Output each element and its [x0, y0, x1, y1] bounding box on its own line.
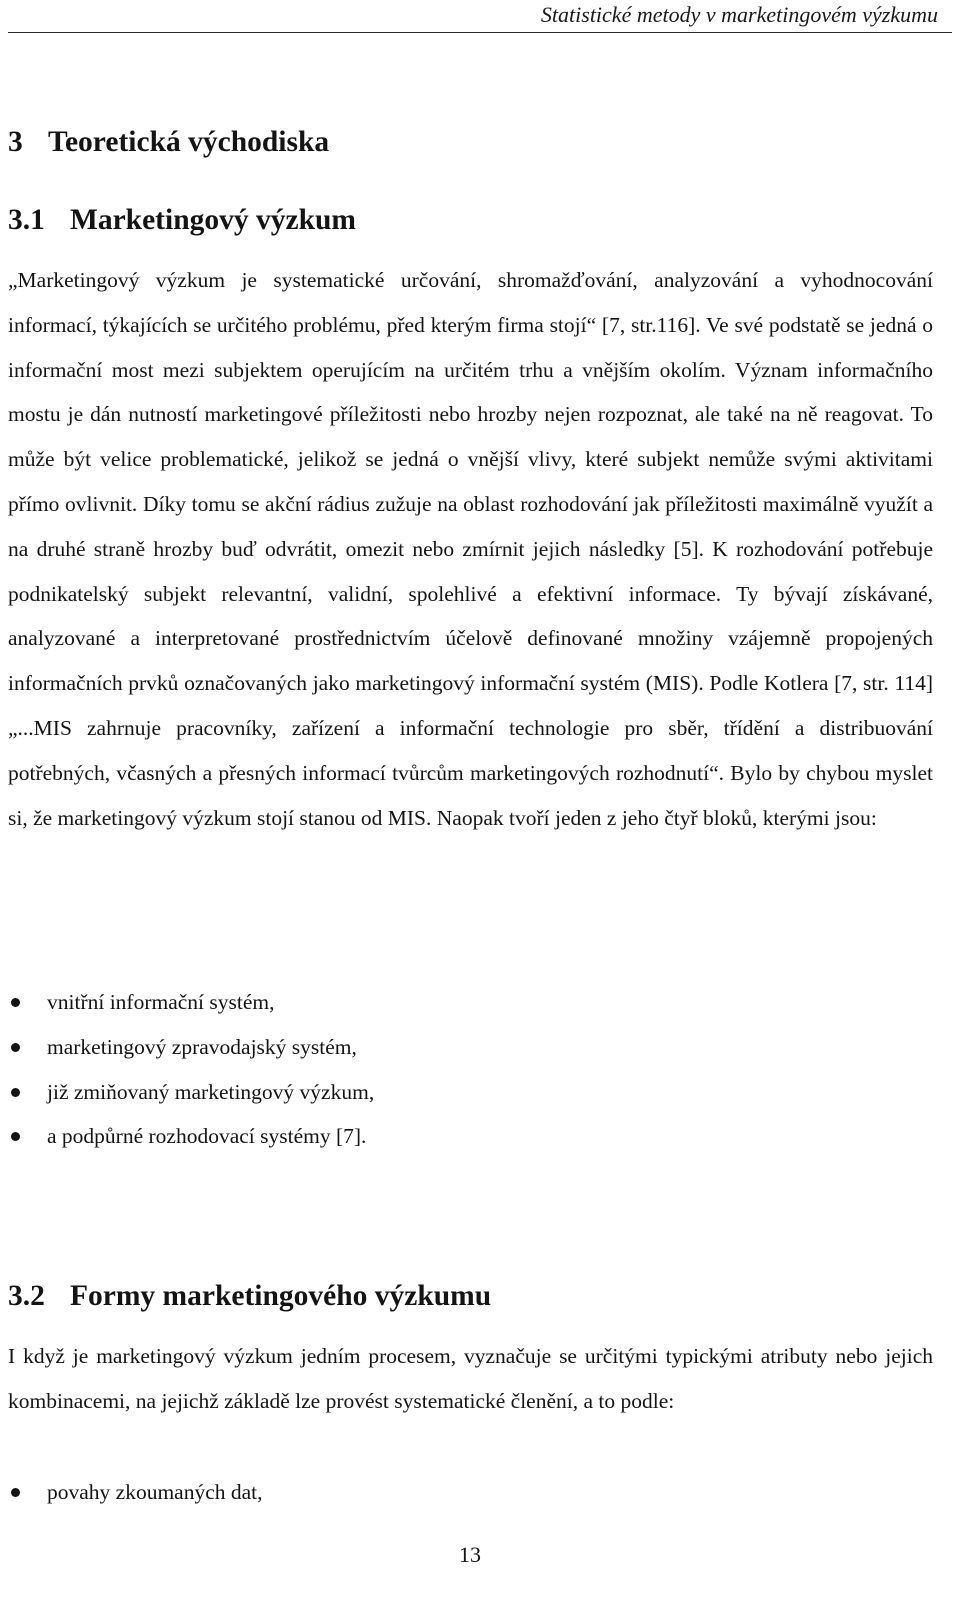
list-item: vnitřní informační systém,: [8, 980, 933, 1025]
bullet-list: [8, 1470, 933, 1515]
section-heading-3: [8, 126, 329, 159]
bullet-icon: [11, 1132, 20, 1141]
list-item: povahy zkoumaných dat,: [8, 1470, 933, 1515]
bullet-icon: [11, 1088, 20, 1097]
bullet-icon: [11, 998, 20, 1007]
list-item: již zmiňovaný marketingový výzkum,: [8, 1070, 933, 1115]
section-heading-3-2: [8, 1280, 491, 1313]
section-title: Formy marketingového výzkumu: [70, 1280, 492, 1312]
section-heading-3-1: [8, 204, 356, 237]
bullet-list: [8, 980, 933, 1159]
section-number: 3.2: [8, 1280, 45, 1312]
section-title: Teoretická východiska: [48, 126, 330, 158]
page-number: 13: [459, 1542, 481, 1567]
list-item: marketingový zpravodajský systém,: [8, 1025, 933, 1070]
list-item: a podpůrné rozhodovací systémy [7].: [8, 1114, 933, 1159]
section-title: Marketingový výzkum: [70, 204, 356, 236]
body-paragraph: „Marketingový výzkum je systematické určování, shromažďování, analyzování a vyhodnocování informací, týkajících se určitého problému, před kterým firma stojí“ [7, str.116]. Ve své podstatě se jedná o informační most mezi subjektem operujícím na určitém trhu a vnějším okolím. Význam informačního mostu je dán nutností marketingové příležitosti nebo hrozby nejen rozpoznat, ale také na ně reagovat. To může být velice problematické, jelikož se jedná o vnější vlivy, které subjekt nemůže svými aktivitami přímo ovlivnit. Díky tomu se akční rádius zužuje na oblast rozhodování jak příležitosti maximálně využít a na druhé straně hrozby buď odvrátit, omezit nebo zmírnit jejich následky [5]. K rozhodování potřebuje podnikatelský subjekt relevantní, validní, spolehlivé a efektivní informace. Ty bývají získávané, analyzované a interpretované prostřednictvím účelově definované množiny vzájemně propojených informačních prvků označovaných jako marketingový informační systém (MIS). Podle Kotlera [7, str. 114] „...MIS zahrnuje pracovníky, zařízení a informační technologie pro sběr, třídění a distribuování potřebných, včasných a přesných informací tvůrcům marketingových rozhodnutí“. Bylo by chybou myslet si, že marketingový výzkum stojí stanou od MIS. Naopak tvoří jeden z jeho čtyř bloků, kterými jsou:: [8, 268, 933, 830]
bullet-icon: [11, 1043, 20, 1052]
section-number: 3.1: [8, 204, 45, 236]
header-rule: [8, 32, 952, 33]
bullet-icon: [11, 1488, 20, 1497]
running-header: Statistické metody v marketingovém výzkumu: [540, 2, 938, 27]
section-number: 3: [8, 126, 23, 158]
body-paragraph: I když je marketingový výzkum jedním procesem, vyznačuje se určitými typickými atributy nebo jejich kombinacemi, na jejichž základě lze provést systematické členění, a to podle:: [8, 1344, 933, 1413]
